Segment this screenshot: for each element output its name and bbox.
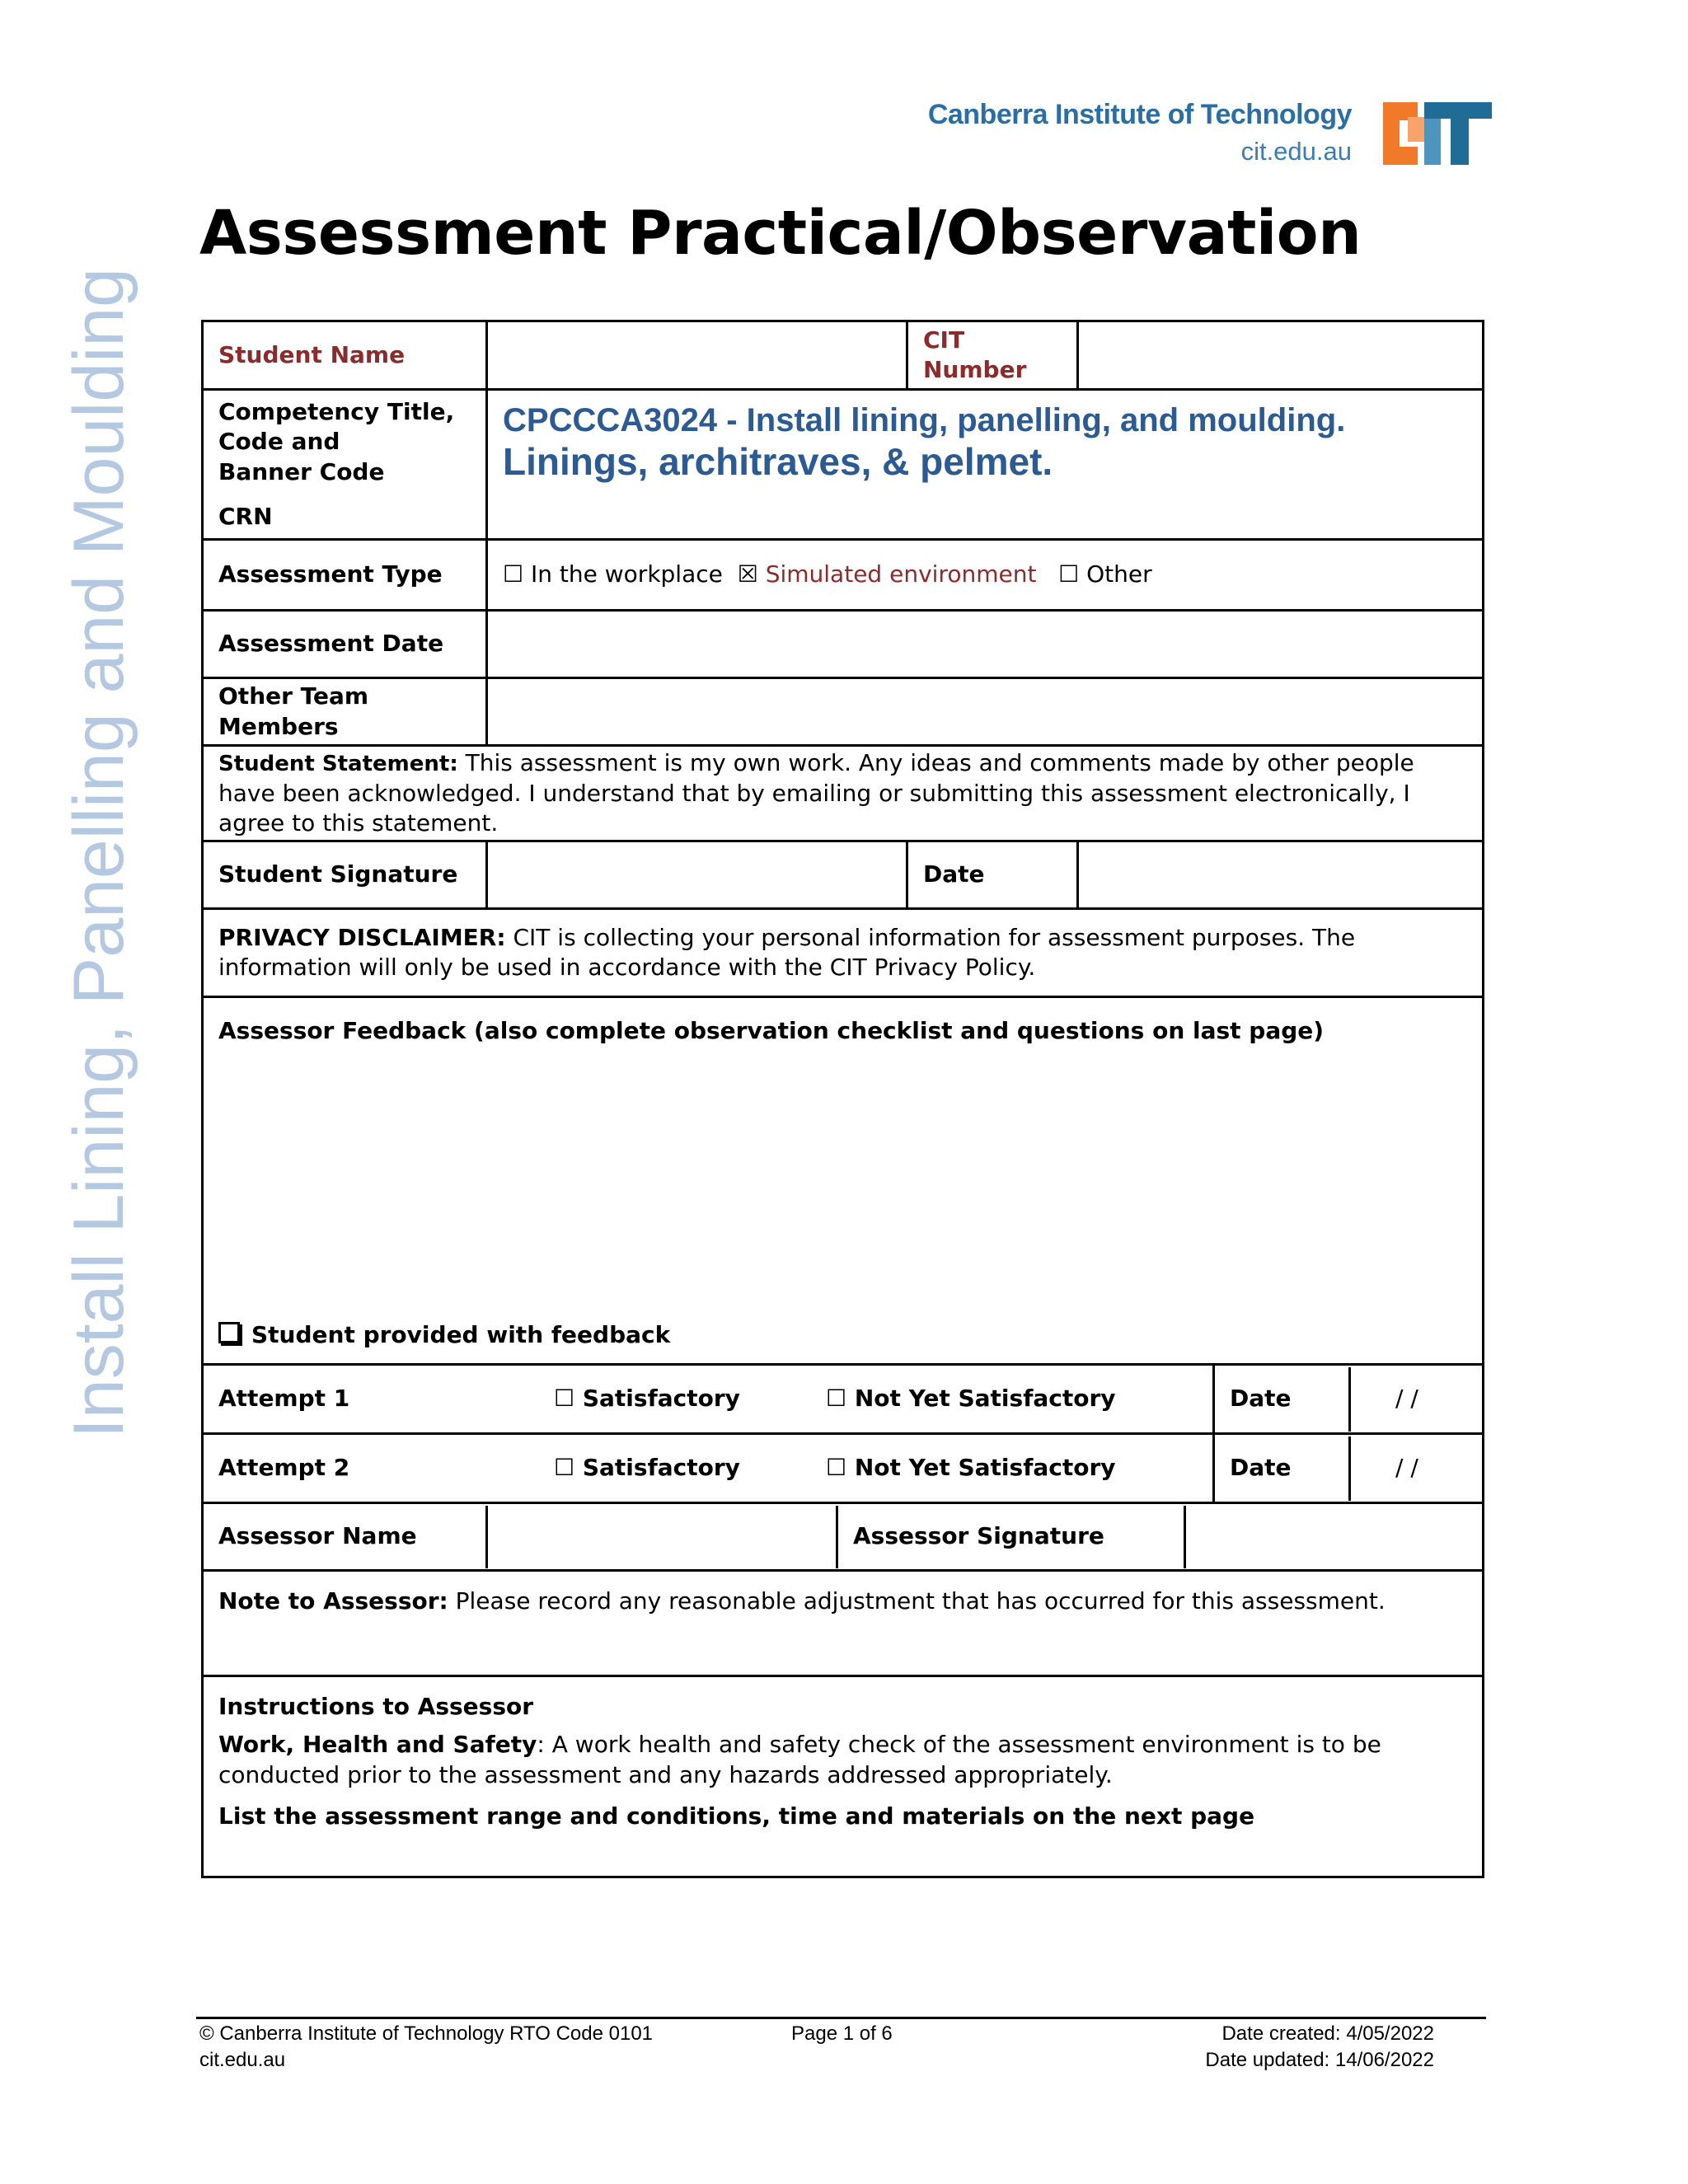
attempt-2-label: Attempt 2 [218,1454,350,1482]
note-label: Note to Assessor: [218,1587,448,1615]
assessor-name-field[interactable] [488,1506,838,1568]
attempt-2-satisfactory[interactable]: ☐ Satisfactory [554,1454,740,1482]
competency-label-line1: Competency Title, Code and [218,397,455,456]
attempt-2-date-label: Date [1215,1436,1351,1501]
unit-code-title: CPCCCA3024 - Install lining, panelling, and moulding. [503,402,1346,438]
unit-subtitle: Linings, architraves, & pelmet. [503,440,1053,483]
footer-right [1187,2021,1434,2074]
checkbox-unchecked-icon: ☐ [826,1385,847,1413]
assessment-type-options [487,540,1484,611]
note-to-assessor [203,1571,1484,1676]
assessor-row [203,1503,1484,1571]
instructions-title: Instructions to Assessor [218,1693,534,1720]
feedback-provided-label: Student provided with feedback [251,1320,671,1348]
cit-logo-mark-icon [1368,92,1492,175]
competency-label-line2: Banner Code [218,457,385,485]
attempt-1-row [203,1365,1214,1434]
checkbox-shadow-icon [218,1322,240,1343]
feedback-provided-checkbox[interactable] [218,1320,670,1350]
assessor-signature-field[interactable] [1186,1506,1482,1568]
whs-label: Work, Health and Safety [218,1731,537,1759]
student-name-field[interactable] [487,321,907,390]
cit-number-label: CIT Number [907,321,1078,390]
option-simulated[interactable]: ☒ Simulated environment [737,560,1037,588]
assessment-type-label: Assessment Type [203,540,487,611]
attempt-2-row [203,1434,1214,1503]
attempt-2-not-yet-satisfactory[interactable]: ☐ Not Yet Satisfactory [826,1454,1116,1482]
competency-value-cell [487,390,1484,540]
student-statement [203,746,1484,841]
student-signature-date-field[interactable] [1078,841,1484,909]
attempt-1-date-label: Date [1215,1367,1351,1432]
student-statement-label: Student Statement: [218,751,458,776]
whs-text: : A work health and safety check of the assessment environment is to be conducted prior to the assessment and any hazards addressed appropriately. [218,1731,1381,1788]
logo-name: Canberra Institute of Technology [927,99,1352,130]
crn-label: CRN [218,502,273,530]
assessment-date-field[interactable] [487,611,1484,678]
student-name-label: Student Name [203,321,487,390]
attempt-2-date-field[interactable]: / / [1395,1454,1418,1482]
side-banner: Install Lining, Panelling and Moulding [59,268,138,1438]
checkbox-checked-icon: ☒ [737,560,758,588]
footer-page-number: Page 1 of 6 [791,2022,893,2045]
instructions-to-assessor [203,1676,1484,1877]
list-range-instruction: List the assessment range and conditions, time and materials on the next page [218,1802,1255,1830]
footer-date-updated: Date updated: 14/06/2022 [1205,2049,1434,2071]
assessment-form [201,320,1484,1878]
attempt-1-satisfactory[interactable]: ☐ Satisfactory [554,1385,740,1413]
option-other[interactable]: ☐ Other [1058,560,1152,588]
page-title: Assessment Practical/Observation [199,198,1362,269]
whs-paragraph [218,1730,1467,1790]
assessor-feedback-cell[interactable] [203,997,1484,1365]
attempt-1-not-yet-satisfactory[interactable]: ☐ Not Yet Satisfactory [826,1385,1116,1413]
checkbox-unchecked-icon: ☐ [1058,560,1080,588]
competency-label-cell [203,390,487,540]
other-team-members-field[interactable] [487,678,1484,746]
checkbox-unchecked-icon: ☐ [554,1454,575,1482]
footer-site: cit.edu.au [199,2049,286,2071]
assessor-feedback-title: Assessor Feedback (also complete observation checklist and questions on last page) [218,1017,1325,1044]
attempt-1-date-field[interactable]: / / [1395,1385,1418,1413]
option-workplace[interactable]: ☐ In the workplace [503,560,723,588]
logo-url: cit.edu.au [1240,137,1352,166]
footer-left [199,2021,653,2074]
note-text: Please record any reasonable adjustment that has occurred for this assessment. [455,1587,1386,1615]
assessor-signature-label: Assessor Signature [838,1506,1186,1568]
checkbox-unchecked-icon: ☐ [503,560,524,588]
checkbox-unchecked-icon: ☐ [826,1454,847,1482]
checkbox-unchecked-icon: ☐ [554,1385,575,1413]
assessment-date-label: Assessment Date [203,611,487,678]
student-signature-date-label: Date [907,841,1078,909]
cit-number-field[interactable] [1078,321,1484,390]
privacy-label: PRIVACY DISCLAIMER: [218,923,506,951]
attempt-1-label: Attempt 1 [218,1385,350,1413]
footer-copyright: © Canberra Institute of Technology RTO Code 0101 [199,2022,654,2045]
student-signature-label: Student Signature [203,841,487,909]
privacy-text: CIT is collecting your personal information for assessment purposes. The information will only be used in accordance with the CIT Privacy Policy. [218,923,1356,981]
assessor-name-label: Assessor Name [204,1506,488,1568]
footer-divider [196,2017,1486,2019]
other-team-members-label: Other Team Members [203,678,487,746]
footer-date-created: Date created: 4/05/2022 [1221,2022,1434,2045]
student-statement-text: This assessment is my own work. Any ideas and comments made by other people have been acknowledged. I understand that by emailing or submitting this assessment electronically, I agree to this statement. [218,748,1414,837]
cit-logo [927,92,1492,175]
attempt-2-date-cell [1214,1434,1484,1503]
attempt-1-date-cell [1214,1365,1484,1434]
privacy-disclaimer [203,909,1484,997]
student-signature-field[interactable] [487,841,907,909]
